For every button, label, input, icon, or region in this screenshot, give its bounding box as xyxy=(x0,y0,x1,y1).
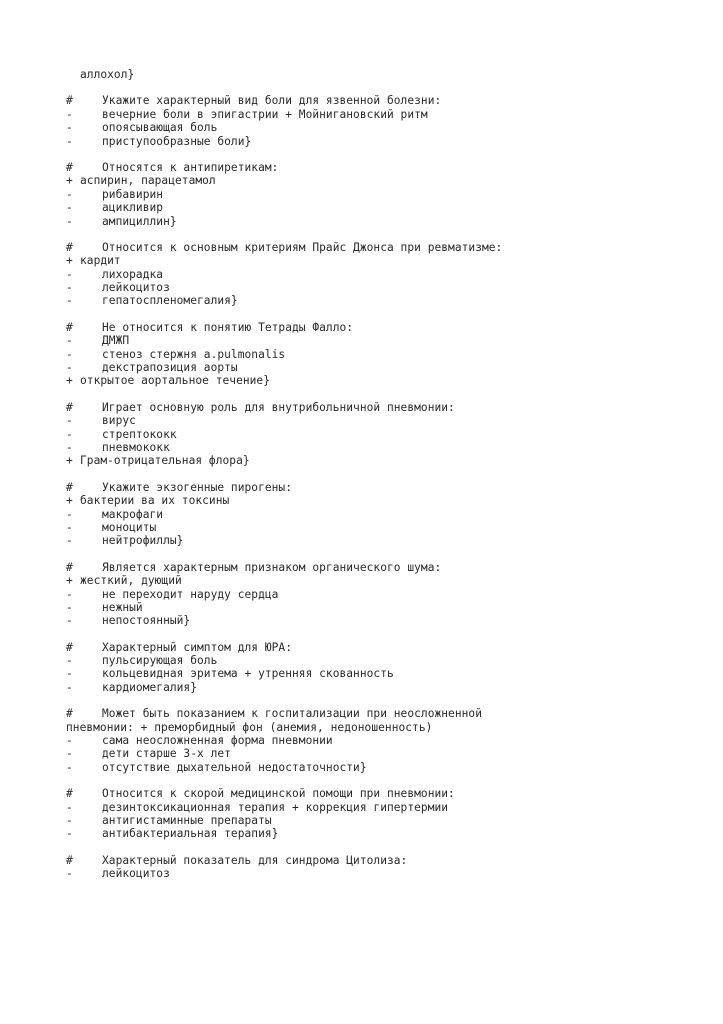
answer-option xyxy=(66,761,706,774)
question-text: Играет основную роль для внутрибольничной пневмонии: xyxy=(102,400,455,414)
intro-line xyxy=(66,68,706,81)
question-marker: # xyxy=(66,787,73,801)
answer-option xyxy=(66,601,706,614)
question-marker: # xyxy=(66,640,73,654)
answer-option xyxy=(66,574,706,587)
question-text: Не относится к понятию Тетрады Фалло: xyxy=(102,320,354,334)
answer-option xyxy=(66,174,706,187)
answer-text: аспирин, парацетамол xyxy=(80,174,216,188)
intro-text: аллохол} xyxy=(80,68,135,81)
answer-text: ацикливир xyxy=(102,201,164,215)
answer-marker: - xyxy=(66,334,73,348)
question-text: Относится к скорой медицинской помощи при пневмонии: xyxy=(102,787,455,801)
answer-option xyxy=(66,374,706,387)
answer-text: приступообразные боли} xyxy=(102,134,252,148)
answer-marker: - xyxy=(66,121,73,135)
question-line xyxy=(66,641,706,654)
question-block xyxy=(66,94,706,148)
answer-text: моноциты xyxy=(102,520,157,534)
answer-text: стрептококк xyxy=(102,427,177,441)
answer-marker: - xyxy=(66,427,73,441)
question-marker: # xyxy=(66,320,73,334)
answer-marker: - xyxy=(66,760,73,774)
answer-text: открытое аортальное течение} xyxy=(80,374,270,388)
document-content xyxy=(66,68,706,881)
answer-text: нейтрофиллы} xyxy=(102,534,184,548)
answer-option xyxy=(66,454,706,467)
answer-text: рибавирин xyxy=(102,187,164,201)
answer-option xyxy=(66,827,706,840)
answer-marker: - xyxy=(66,294,73,308)
question-line xyxy=(66,481,706,494)
question-line xyxy=(66,707,706,720)
answer-option xyxy=(66,588,706,601)
answer-option xyxy=(66,188,706,201)
correct-answer-marker: + xyxy=(66,254,73,268)
question-block xyxy=(66,854,706,881)
answer-marker: - xyxy=(66,800,73,814)
question-text: Укажите характерный вид боли для язвенной болезни: xyxy=(102,94,442,108)
question-line xyxy=(66,787,706,800)
answer-option xyxy=(66,494,706,507)
answer-option xyxy=(66,654,706,667)
answer-marker: - xyxy=(66,267,73,281)
correct-answer-marker: + xyxy=(66,454,73,468)
question-marker: # xyxy=(66,707,73,721)
answer-option xyxy=(66,121,706,134)
answer-text: непостоянный} xyxy=(102,614,191,628)
answer-text: макрофаги xyxy=(102,507,164,521)
answer-text: Грам-отрицательная флора} xyxy=(80,454,250,468)
question-text: Характерный показатель для синдрома Цитолиза: xyxy=(102,853,408,867)
answer-marker: - xyxy=(66,867,73,881)
correct-answer-marker: + xyxy=(66,574,73,588)
question-text: Может быть показанием к госпитализации при неосложненной xyxy=(102,707,482,721)
answer-marker: - xyxy=(66,520,73,534)
answer-marker: - xyxy=(66,507,73,521)
answer-marker: - xyxy=(66,107,73,121)
answer-text: бактерии ва их токсины xyxy=(80,494,230,508)
answer-text: пневмококк xyxy=(102,440,170,454)
answer-text: антибактериальная терапия} xyxy=(102,827,279,841)
question-block xyxy=(66,321,706,388)
answer-option xyxy=(66,294,706,307)
answer-option xyxy=(66,361,706,374)
answer-option xyxy=(66,108,706,121)
question-marker: # xyxy=(66,240,73,254)
answer-option xyxy=(66,534,706,547)
answer-option xyxy=(66,414,706,427)
answer-option xyxy=(66,801,706,814)
answer-text: гепатоспленомегалия} xyxy=(102,294,238,308)
question-block xyxy=(66,707,706,774)
answer-marker: - xyxy=(66,587,73,601)
answer-marker: - xyxy=(66,187,73,201)
answer-text: лихорадка xyxy=(102,267,164,281)
answer-option xyxy=(66,281,706,294)
answer-marker: - xyxy=(66,654,73,668)
answer-marker: - xyxy=(66,813,73,827)
answer-option xyxy=(66,734,706,747)
answer-marker: - xyxy=(66,347,73,361)
answer-marker: - xyxy=(66,281,73,295)
answer-text: сама неосложненная форма пневмонии xyxy=(102,734,333,748)
question-text: Относится к основным критериям Прайс Джонса при ревматизме: xyxy=(102,240,503,254)
question-marker: # xyxy=(66,853,73,867)
question-text: Относятся к антипиретикам: xyxy=(102,160,279,174)
answer-marker: - xyxy=(66,440,73,454)
question-block xyxy=(66,561,706,628)
answer-marker: - xyxy=(66,201,73,215)
question-line xyxy=(66,94,706,107)
question-line xyxy=(66,401,706,414)
answer-option xyxy=(66,441,706,454)
answer-text: опоясывающая боль xyxy=(102,121,218,135)
answer-text: кардиомегалия} xyxy=(102,680,197,694)
answer-option xyxy=(66,521,706,534)
answer-option xyxy=(66,667,706,680)
question-list xyxy=(66,94,706,880)
question-text: Характерный симптом для ЮРА: xyxy=(102,640,292,654)
question-block xyxy=(66,241,706,308)
answer-option xyxy=(66,747,706,760)
correct-answer-marker: + xyxy=(66,174,73,188)
correct-answer-marker: + xyxy=(66,494,73,508)
question-marker: # xyxy=(66,560,73,574)
question-continuation: пневмонии: + преморбидный фон (анемия, недоношенность) xyxy=(66,720,433,734)
answer-option xyxy=(66,867,706,880)
question-line xyxy=(66,854,706,867)
answer-marker: - xyxy=(66,680,73,694)
answer-marker: - xyxy=(66,734,73,748)
answer-marker: - xyxy=(66,414,73,428)
question-block xyxy=(66,401,706,468)
answer-text: декстрапозиция аорты xyxy=(102,361,238,375)
answer-text: антигистаминные препараты xyxy=(102,813,272,827)
question-block xyxy=(66,481,706,548)
answer-option xyxy=(66,814,706,827)
answer-marker: - xyxy=(66,534,73,548)
answer-marker: - xyxy=(66,361,73,375)
question-block xyxy=(66,787,706,841)
question-line xyxy=(66,561,706,574)
question-line xyxy=(66,321,706,334)
question-marker: # xyxy=(66,160,73,174)
answer-option xyxy=(66,135,706,148)
question-text: Является характерным признаком органического шума: xyxy=(102,560,442,574)
answer-text: стеноз стержня a.pulmonalis xyxy=(102,347,286,361)
question-line xyxy=(66,241,706,254)
answer-text: дезинтоксикационная терапия + коррекция гипертермии xyxy=(102,800,449,814)
correct-answer-marker: + xyxy=(66,374,73,388)
question-text: Укажите экзогенные пирогены: xyxy=(102,480,292,494)
answer-option xyxy=(66,348,706,361)
question-block xyxy=(66,641,706,695)
answer-text: не переходит наруду сердца xyxy=(102,587,279,601)
answer-marker: - xyxy=(66,214,73,228)
answer-marker: - xyxy=(66,827,73,841)
answer-marker: - xyxy=(66,134,73,148)
answer-option xyxy=(66,681,706,694)
answer-text: ДМЖП xyxy=(102,334,130,348)
answer-option xyxy=(66,334,706,347)
answer-text: вечерние боли в эпигастрии + Мойнигановский ритм xyxy=(102,107,428,121)
answer-marker: - xyxy=(66,600,73,614)
answer-text: жесткий, дующий xyxy=(80,574,182,588)
answer-text: кольцевидная эритема + утренняя скованность xyxy=(102,667,394,681)
answer-text: ампициллин} xyxy=(102,214,177,228)
answer-marker: - xyxy=(66,667,73,681)
answer-option xyxy=(66,268,706,281)
answer-text: пульсирующая боль xyxy=(102,654,218,668)
answer-option xyxy=(66,215,706,228)
answer-option xyxy=(66,428,706,441)
question-marker: # xyxy=(66,480,73,494)
answer-text: дети старше 3-х лет xyxy=(102,747,231,761)
answer-text: нежный xyxy=(102,600,143,614)
answer-marker: - xyxy=(66,614,73,628)
question-marker: # xyxy=(66,94,73,108)
answer-text: кардит xyxy=(80,254,121,268)
answer-marker: - xyxy=(66,747,73,761)
answer-option xyxy=(66,201,706,214)
question-line xyxy=(66,161,706,174)
answer-text: отсутствие дыхательной недостаточности} xyxy=(102,760,367,774)
answer-text: лейкоцитоз xyxy=(102,281,170,295)
answer-text: вирус xyxy=(102,414,136,428)
answer-option xyxy=(66,614,706,627)
question-block xyxy=(66,161,706,228)
answer-text: лейкоцитоз xyxy=(102,867,170,881)
answer-option xyxy=(66,508,706,521)
answer-option xyxy=(66,254,706,267)
question-marker: # xyxy=(66,400,73,414)
